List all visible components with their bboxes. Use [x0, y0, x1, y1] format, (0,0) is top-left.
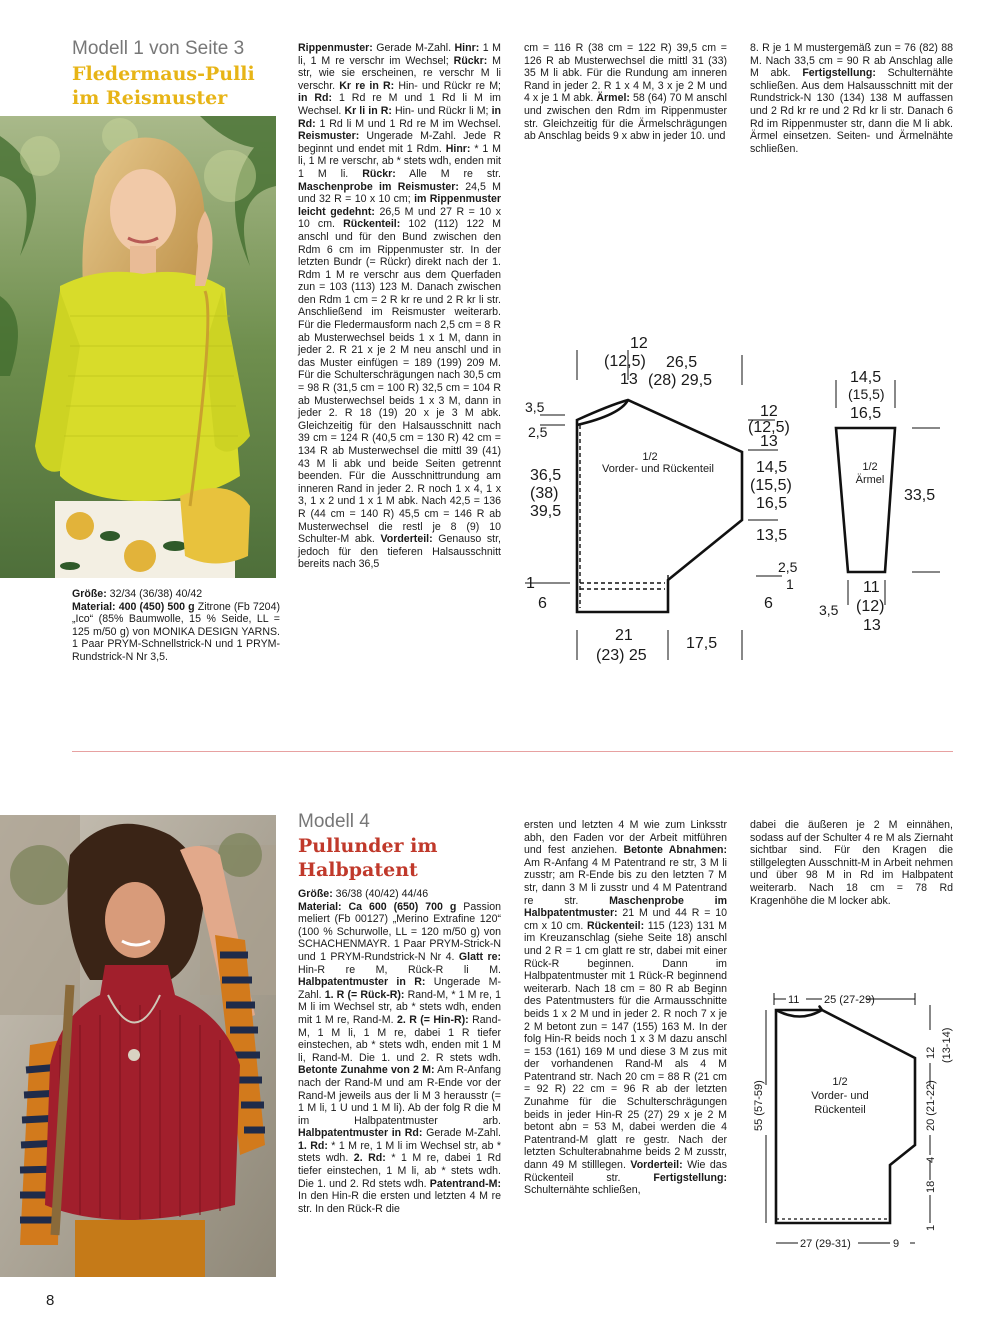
dim-height-3: 39,5	[530, 503, 562, 520]
dim-left-35: 3,5	[525, 399, 545, 415]
model1-title	[72, 62, 255, 110]
body-label-2: Vorder- und Rückenteil	[602, 463, 714, 475]
section-divider	[72, 751, 953, 752]
dim-height-2: (38)	[530, 485, 559, 502]
vest-label-2: Vorder- und	[811, 1090, 869, 1102]
dim-neck-1: 12	[630, 335, 648, 352]
model4-title	[298, 834, 438, 882]
dim-slv-top-3: 16,5	[850, 405, 882, 422]
model1-instructions-col3: 8. R je 1 M mustergemäß zun = 76 (82) 88 M. Nach 33,5 cm = 90 R ab Anschlag alle M abk. Fertigstellung: Schulternähte schließen. Aus dem Halsausschnitt mit der Rundstrick-N 130 (134) 138 M auffassen und 2 Rd kr re und 2 Rd kr li str. Danach 6 Rd im Rippenmuster str, dann die M li abk. Ärmel einsetzen. Seiten- und Ärmelnähte schließen.	[750, 42, 953, 155]
dim-r-135: 13,5	[756, 527, 788, 544]
sleeve-label-2: Ärmel	[855, 474, 885, 486]
sleeve-label-1: 1/2	[862, 461, 878, 473]
vest-label-1: 1/2	[832, 1076, 848, 1088]
model1-title-line2: im Reismuster	[72, 87, 228, 109]
dim-right-18: 18	[925, 1180, 937, 1193]
dim-slv-top-2: (15,5)	[848, 386, 885, 402]
dim-left-55: 55 (57-59)	[753, 1080, 765, 1131]
dim-bottom-1: 21	[615, 627, 633, 644]
dim-left-25: 2,5	[528, 424, 548, 440]
dim-r-13: 13	[760, 433, 778, 450]
dim-right-20: 20 (21-22)	[925, 1080, 937, 1131]
model1-photo	[0, 116, 276, 578]
dim-neck-2: (12,5)	[604, 353, 646, 370]
dim-bottom-3: 17,5	[686, 635, 718, 652]
dim-left-6: 6	[538, 595, 547, 612]
dim-r-25: 2,5	[778, 559, 798, 575]
dim-slv-bot-2: (12)	[856, 598, 885, 615]
model1-schematic	[520, 330, 960, 670]
dim-right-1314: (13-14)	[941, 1027, 953, 1063]
model1-size-material: Größe: 32/34 (36/38) 40/42 Material: 400 (450) 500 g Zitrone (Fb 7204) „Ico“ (85% Baumwolle, 15 % Seide, LL = 125 m/50 g) von MONIKA DESIGN YARNS. 1 Paar PRYM-Schnellstrick-N und 1 PRYM-Rundstrick-N Nr 3,5.	[72, 588, 280, 663]
dim-shoulder-2: (28) 29,5	[648, 372, 713, 389]
dim-slv-cuff: 3,5	[819, 602, 839, 618]
dim-r-1: 1	[786, 576, 794, 592]
dim-shoulder-1: 26,5	[666, 354, 698, 371]
dim-top-11: 11	[788, 994, 800, 1006]
model4-title-line2: Halbpatent	[298, 859, 418, 881]
sleeve-outline	[836, 428, 895, 572]
body-outline	[577, 400, 742, 612]
model1-instructions-col1: Rippenmuster: Gerade M-Zahl. Hinr: 1 M li, 1 M re verschr im Wechsel; Rückr: M str, wie sie erscheinen, re verschr M li verschr. Kr re in R: Hin- und Rückr re M; in Rd: 1 Rd re M und 1 Rd li M im Wechsel. Kr li in R: Hin- und Rückr li M; in Rd: 1 Rd li M und 1 Rd re M im Wechsel. Reismuster: Ungerade M-Zahl. Jede R beginnt und endet mit 1 Rdm. Hinr: * 1 M li, 1 M re verschr, ab * stets wdh, enden mit 1 M li. Rückr: Alle M re str. Maschenprobe im Reismuster: 24,5 M und 32 R = 10 x 10 cm; im Rippenmuster leicht gedehnt: 26,5 M und 27 R = 10 x 10 cm. Rückenteil: 102 (112) 122 M anschl und für den Bund zwischen den Rdm 6 cm im Rippenmuster str. In der letzten Bundr (= Rückr) direkt nach der 1. Rdm 1 M re verschr aus dem Querfaden zun = 103 (113) 123 M. Danach zwischen den Rdm 1 cm = 2 R kr re und 2 R kr li str. Anschließend im Reismuster weiterarb. Für die Fledermausform nach 2,5 cm = 8 R ab Musterwechsel beids 1 x 1 M, dann in jeder 2. R 21 x je 2 M neu anschl und in das Muster einfügen = 189 (199) 209 M. Für die Schulterschrägungen nach 30,5 cm = 98 R (31,5 cm = 100 R) 32,5 cm = 104 R ab Musterwechsel beids 1 x 3 M, dann in jeder 2. R 18 (19) 20 x je 3 M abk. Gleichzeitig für den Halsausschnitt nach 39 cm = 124 R (40,5 cm = 130 R) 42 cm = 134 R ab Musterwechsel die mittl 39 (41) 43 M li abk und beide Seiten getrennt beenden. Für die Ausschnittrundung am inneren Rand in jeder 2. R noch 1 x 4, 1 x 3, 1 x 2 und 1 x 1 M abk. Nach 42,5 = 136 R (44 cm = 140 R) 45,5 cm = 146 R ab Musterwechsel die restl je 8 (9) 10 Schulter-M abk. Vorderteil: Genauso str, jedoch für den tieferen Halsausschnitt bereits nach 36,5	[298, 42, 502, 571]
dim-slv-bot-1: 11	[863, 579, 880, 596]
dim-bottom-9: 9	[893, 1238, 900, 1250]
page-number: 8	[46, 1292, 55, 1309]
dim-r-12: 12	[760, 403, 778, 420]
model1-title-line1: Fledermaus-Pulli	[72, 63, 255, 85]
dim-r-165: 16,5	[756, 495, 788, 512]
dim-bottom-27: 27 (29-31)	[800, 1238, 851, 1250]
dim-slv-len: 33,5	[904, 487, 936, 504]
model4-instructions-col3: dabei die äußeren je 2 M einnähen, sodass auf der Schulter 4 re M als Ziernaht sichtbar sind. Für den Kragen die stillgelegten Ausschnitt-M in Arbeit nehmen und über 98 M in Rd im Halbpatent weiterarb. Nach 18 cm = 78 Rd Kragenhöhe die M locker abk.	[750, 819, 953, 907]
model4-schematic	[740, 985, 970, 1255]
dim-r-145: 14,5	[756, 459, 788, 476]
dim-slv-bot-3: 13	[863, 617, 881, 634]
model4-instructions-col1: Größe: 36/38 (40/42) 44/46 Material: Ca 600 (650) 700 g Passion meliert (Fb 00127) „Merino Extrafine 120“ (100 % Schurwolle, LL = 120 m/50 g) von SCHACHENMAYR. 1 Paar PRYM-Strick-N und 1 PRYM-Rundstrick-N Nr 4. Glatt re: Hin-R re M, Rück-R li M. Halbpatentmuster in R: Ungerade M-Zahl. 1. R (= Rück-R): Rand-M, * 1 M re, 1 M li im Wechsel str, ab * stets wdh, enden mit 1 M re, Rand-M. 2. R (= Hin-R): Rand-M, 1 M li, 1 M re, dabei 1 R tiefer einstechen, ab * stets wdh, enden mit 1 M li, Rand-M. Die 1. und 2. R stets wdh. Betonte Zunahme von 2 M: Am R-Anfang nach der Rand-M und am R-Ende vor der Rand-M jeweils aus der li M 3 herausstr (= 1 M li, 1 U und 1 M li). Ab der folg R die M im Halbpatentmuster arb. Halbpatentmuster in Rd: Gerade M-Zahl. 1. Rd: * 1 M re, 1 M li im Wechsel str, ab * stets wdh. 2. Rd: * 1 M re, dabei 1 Rd tiefer einstechen, 1 M li, ab * stets wdh. Die 1. und 2. Rd stets wdh. Patentrand-M: In den Hin-R die ersten und letzten 4 M re str. In den Rück-R die	[298, 888, 502, 1215]
dim-r-6: 6	[764, 595, 773, 612]
body-label-1: 1/2	[642, 451, 658, 463]
dim-height-1: 36,5	[530, 467, 562, 484]
dim-neck-3: 13	[620, 371, 638, 388]
dim-top-25: 25 (27-29)	[824, 994, 875, 1006]
dim-r-125: (12,5)	[748, 419, 790, 436]
model4-instructions-col2: ersten und letzten 4 M wie zum Linksstr abh, den Faden vor der Arbeit mitführen und fest anziehen. Betonte Abnahmen: Am R-Anfang 4 M Patentrand re str, 3 M li zusstr; am R-Ende bis zu den letzten 7 M str, dann 3 M li zusstr und 4 M Patentrand re str. Maschenprobe im Halbpatentmuster: 21 M und 44 R = 10 cm x 10 cm. Rückenteil: 115 (123) 131 M im Kreuzanschlag (siehe Seite 18) anschl und 2 R = 1 cm glatt re str, dabei mit einer Rück-R beginnen. Dann im Halbpatentmuster mit 1 Rück-R beginnend weiterarb. Nach 18 cm = 80 R ab Beginn des Patentmusters für die Armausschnitte beids 1 x 2 M und in jeder 2. R noch 7 x je 2 M betont zun = 147 (155) 163 M. In der folg Hin-R beids noch 1 x 3 M dazu anschl = 153 (161) 169 M und diese 3 M zus mit der vorhandenen Rand-M als 4 M Patentrand str. Nach 20 cm = 88 R (21 cm = 92 R) 22 cm = 96 R ab der letzten Zunahme für die Schulterschrägungen beids in jeder Hin-R 25 (27) 29 x je 2 M betont abn = 53 M, dabei werden die 4 Patentrand-M glatt re gestr. Nach der letzten Schulterabnahme beids 2 M zusstr, dann 49 M stilllegen. Vorderteil: Wie das Rückenteil str. Fertigstellung: Schulternähte schließen,	[524, 819, 728, 1197]
dim-r-155: (15,5)	[750, 477, 792, 494]
dim-slv-top-1: 14,5	[850, 369, 882, 386]
dim-right-4: 4	[925, 1156, 937, 1163]
model1-instructions-col2: cm = 116 R (38 cm = 122 R) 39,5 cm = 126 R ab Musterwechsel die mittl 31 (33) 35 M li abk. Für die Rundung am inneren Rand in jeder 2. R 1 x 4 M, 3 x je 2 M und 4 x je 1 M abk. Ärmel: 58 (64) 70 M anschl und zwischen den Rdm im Rippenmuster str. Gleichzeitig für die Ärmelschrägungen ab Anschlag beids 9 x abw in jeder 10. und	[524, 42, 727, 143]
dim-right-12: 12	[925, 1046, 937, 1059]
model4-title-line1: Pullunder im	[298, 835, 438, 857]
model4-heading: Modell 4	[298, 811, 370, 832]
model1-heading: Modell 1 von Seite 3	[72, 38, 245, 59]
dim-bottom-2: (23) 25	[596, 647, 647, 664]
dim-right-1: 1	[925, 1224, 937, 1231]
model4-photo	[0, 815, 276, 1277]
dim-left-1: 1	[526, 575, 535, 592]
vest-label-3: Rückenteil	[814, 1104, 866, 1116]
